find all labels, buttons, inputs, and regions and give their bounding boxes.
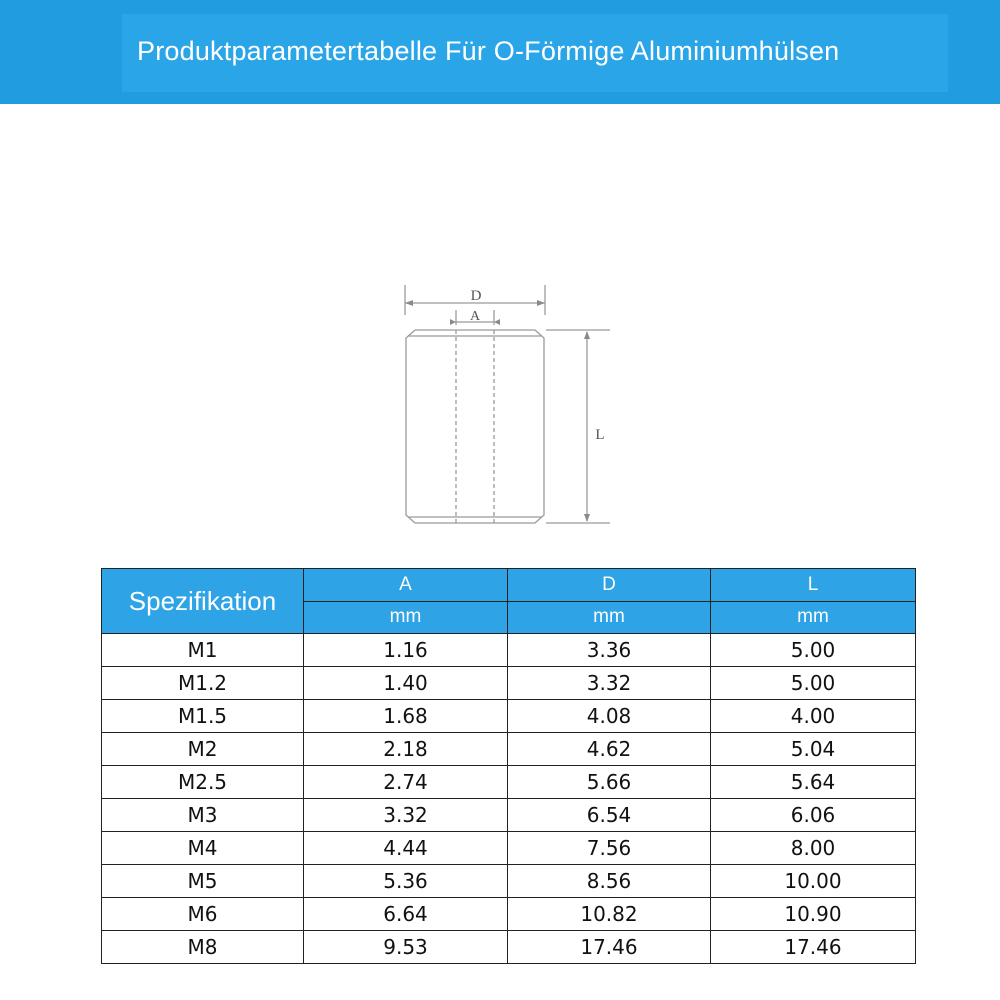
table-row — [102, 667, 916, 700]
unit-header-a: mm — [304, 601, 508, 634]
d-cell: 7.56 — [508, 832, 711, 865]
table-row — [102, 832, 916, 865]
spec-cell: M1.2 — [102, 667, 304, 700]
table-row — [102, 733, 916, 766]
table-row — [102, 931, 916, 964]
table-row — [102, 898, 916, 931]
l-cell: 5.00 — [711, 634, 916, 667]
d-arrow-left — [405, 300, 413, 306]
a-cell: 1.16 — [304, 634, 508, 667]
a-cell: 1.68 — [304, 700, 508, 733]
table-row — [102, 700, 916, 733]
parameter-table — [101, 568, 916, 964]
l-cell: 5.00 — [711, 667, 916, 700]
a-cell: 5.36 — [304, 865, 508, 898]
d-cell: 6.54 — [508, 799, 711, 832]
spec-cell: M4 — [102, 832, 304, 865]
a-arrow-left — [450, 319, 456, 325]
d-cell: 5.66 — [508, 766, 711, 799]
label-l: L — [595, 427, 605, 443]
table-row — [102, 634, 916, 667]
spec-cell: M6 — [102, 898, 304, 931]
l-cell: 10.00 — [711, 865, 916, 898]
l-cell: 5.64 — [711, 766, 916, 799]
a-cell: 3.32 — [304, 799, 508, 832]
l-cell: 4.00 — [711, 700, 916, 733]
d-cell: 3.32 — [508, 667, 711, 700]
l-arrow-bottom — [584, 514, 590, 522]
l-cell: 10.90 — [711, 898, 916, 931]
label-d: D — [470, 288, 482, 304]
spec-cell: M8 — [102, 931, 304, 964]
table-row — [102, 865, 916, 898]
spec-cell: M2 — [102, 733, 304, 766]
a-cell: 1.40 — [304, 667, 508, 700]
column-header-d: D — [508, 569, 711, 602]
l-cell: 5.04 — [711, 733, 916, 766]
l-cell: 17.46 — [711, 931, 916, 964]
spec-cell: M2.5 — [102, 766, 304, 799]
header-banner — [0, 0, 1000, 104]
a-cell: 4.44 — [304, 832, 508, 865]
spec-cell: M1 — [102, 634, 304, 667]
technical-drawing-svg — [380, 270, 640, 540]
d-cell: 17.46 — [508, 931, 711, 964]
page-title: Produktparametertabelle Für O-Förmige Aluminiumhülsen — [137, 36, 840, 66]
column-header-row — [102, 569, 916, 602]
unit-header-l: mm — [711, 601, 916, 634]
table-row — [102, 799, 916, 832]
a-arrow-right — [494, 319, 500, 325]
spec-header: Spezifikation — [102, 569, 304, 634]
d-cell: 10.82 — [508, 898, 711, 931]
sleeve-dimension-drawing — [380, 270, 640, 540]
l-cell: 6.06 — [711, 799, 916, 832]
sleeve-outline — [406, 330, 544, 523]
a-cell: 2.74 — [304, 766, 508, 799]
unit-header-d: mm — [508, 601, 711, 634]
column-header-a: A — [304, 569, 508, 602]
l-cell: 8.00 — [711, 832, 916, 865]
spec-cell: M5 — [102, 865, 304, 898]
d-cell: 4.08 — [508, 700, 711, 733]
table-row — [102, 766, 916, 799]
spec-cell: M1.5 — [102, 700, 304, 733]
spec-cell: M3 — [102, 799, 304, 832]
l-arrow-top — [584, 331, 590, 339]
d-cell: 8.56 — [508, 865, 711, 898]
a-cell: 6.64 — [304, 898, 508, 931]
a-cell: 9.53 — [304, 931, 508, 964]
label-a: A — [469, 309, 481, 324]
d-cell: 4.62 — [508, 733, 711, 766]
d-cell: 3.36 — [508, 634, 711, 667]
a-cell: 2.18 — [304, 733, 508, 766]
column-header-l: L — [711, 569, 916, 602]
d-arrow-right — [537, 300, 545, 306]
